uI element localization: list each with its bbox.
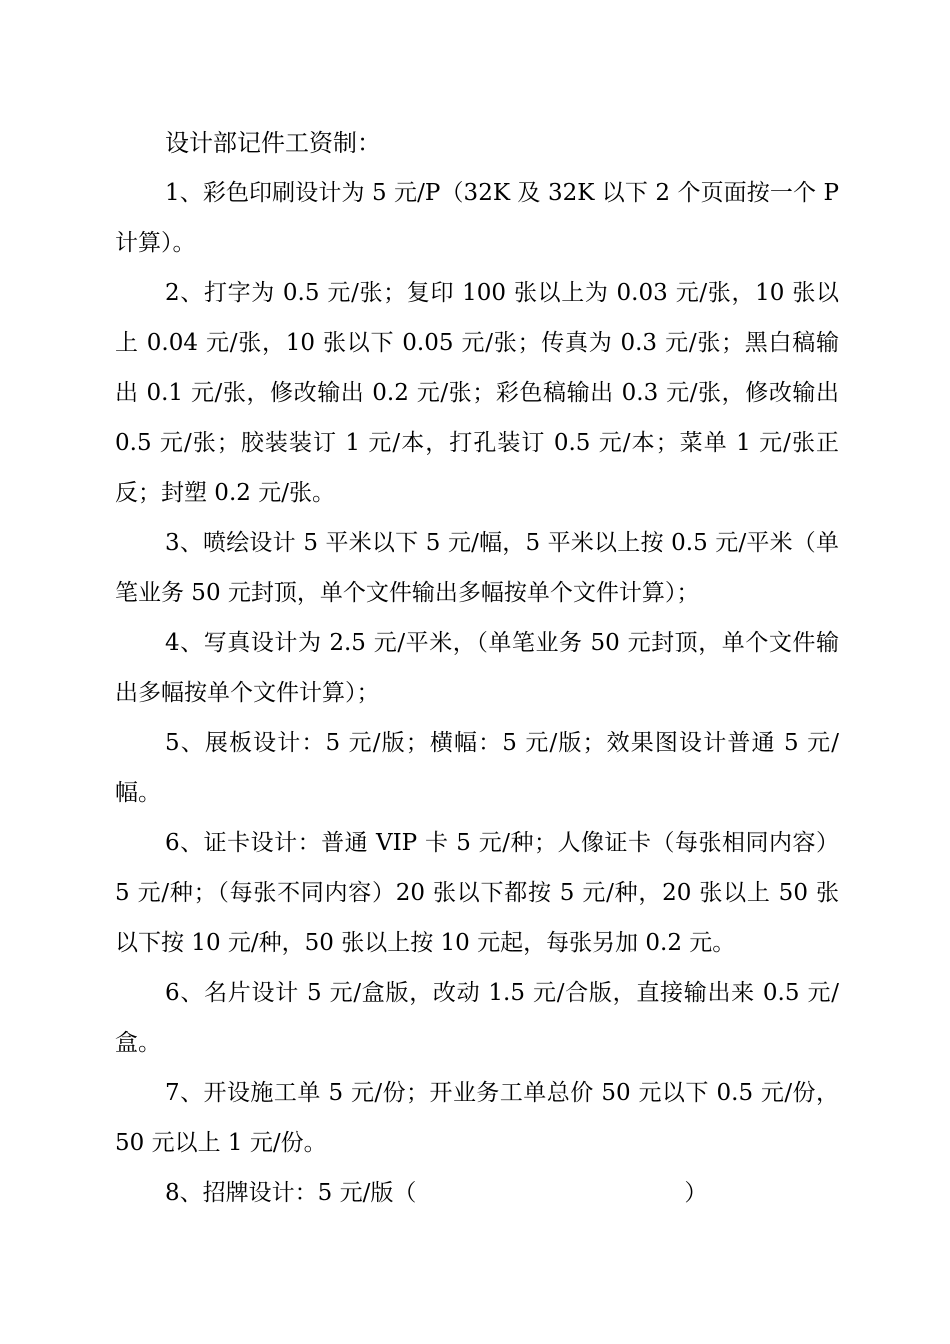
item-8-signboard-design <box>115 1168 839 1218</box>
item-2-typing-copying: 2、打字为 0.5 元/张；复印 100 张以上为 0.03 元/张，10 张以上 0.04 元/张，10 张以下 0.05 元/张；传真为 0.3 元/张；黑白稿输出 0.1 元/张，修改输出 0.2 元/张；彩色稿输出 0.3 元/张，修改输出 0.5 元/张；胶装装订 1 元/本，打孔装订 0.5 元/本；菜单 1 元/张正反；封塑 0.2 元/张。 <box>115 280 839 506</box>
item-7-work-order: 7、开设施工单 5 元/份；开业务工单总价 50 元以下 0.5 元/份，50 元以上 1 元/份。 <box>115 1080 839 1156</box>
item-6-card-design: 6、证卡设计：普通 VIP 卡 5 元/种；人像证卡（每张相同内容）5 元/种；（每张不同内容）20 张以下都按 5 元/种，20 张以上 50 张以下按 10 元/种，50 张以上按 10 元起，每张另加 0.2 元。 <box>115 830 839 956</box>
document-title: 设计部记件工资制： <box>165 129 381 157</box>
item-8-prefix: 8、招牌设计：5 元/版（ <box>165 1180 417 1206</box>
item-5-board-design: 5、展板设计：5 元/版；横幅：5 元/版；效果图设计普通 5 元/幅。 <box>115 730 839 806</box>
item-8-suffix: ） <box>684 1180 708 1206</box>
item-1-color-print-design: 1、彩色印刷设计为 5 元/P（32K 及 32K 以下 2 个页面按一个 P 计算）。 <box>115 180 839 256</box>
item-3-inkjet-design: 3、喷绘设计 5 平米以下 5 元/幅，5 平米以上按 0.5 元/平米（单笔业务 50 元封顶，单个文件输出多幅按单个文件计算）； <box>115 530 839 606</box>
item-6-business-card-design: 6、名片设计 5 元/盒版，改动 1.5 元/合版，直接输出来 0.5 元/盒。 <box>115 980 839 1056</box>
document-body <box>115 118 839 1218</box>
item-4-photo-design: 4、写真设计为 2.5 元/平米，（单笔业务 50 元封顶，单个文件输出多幅按单个文件计算）； <box>115 630 839 706</box>
